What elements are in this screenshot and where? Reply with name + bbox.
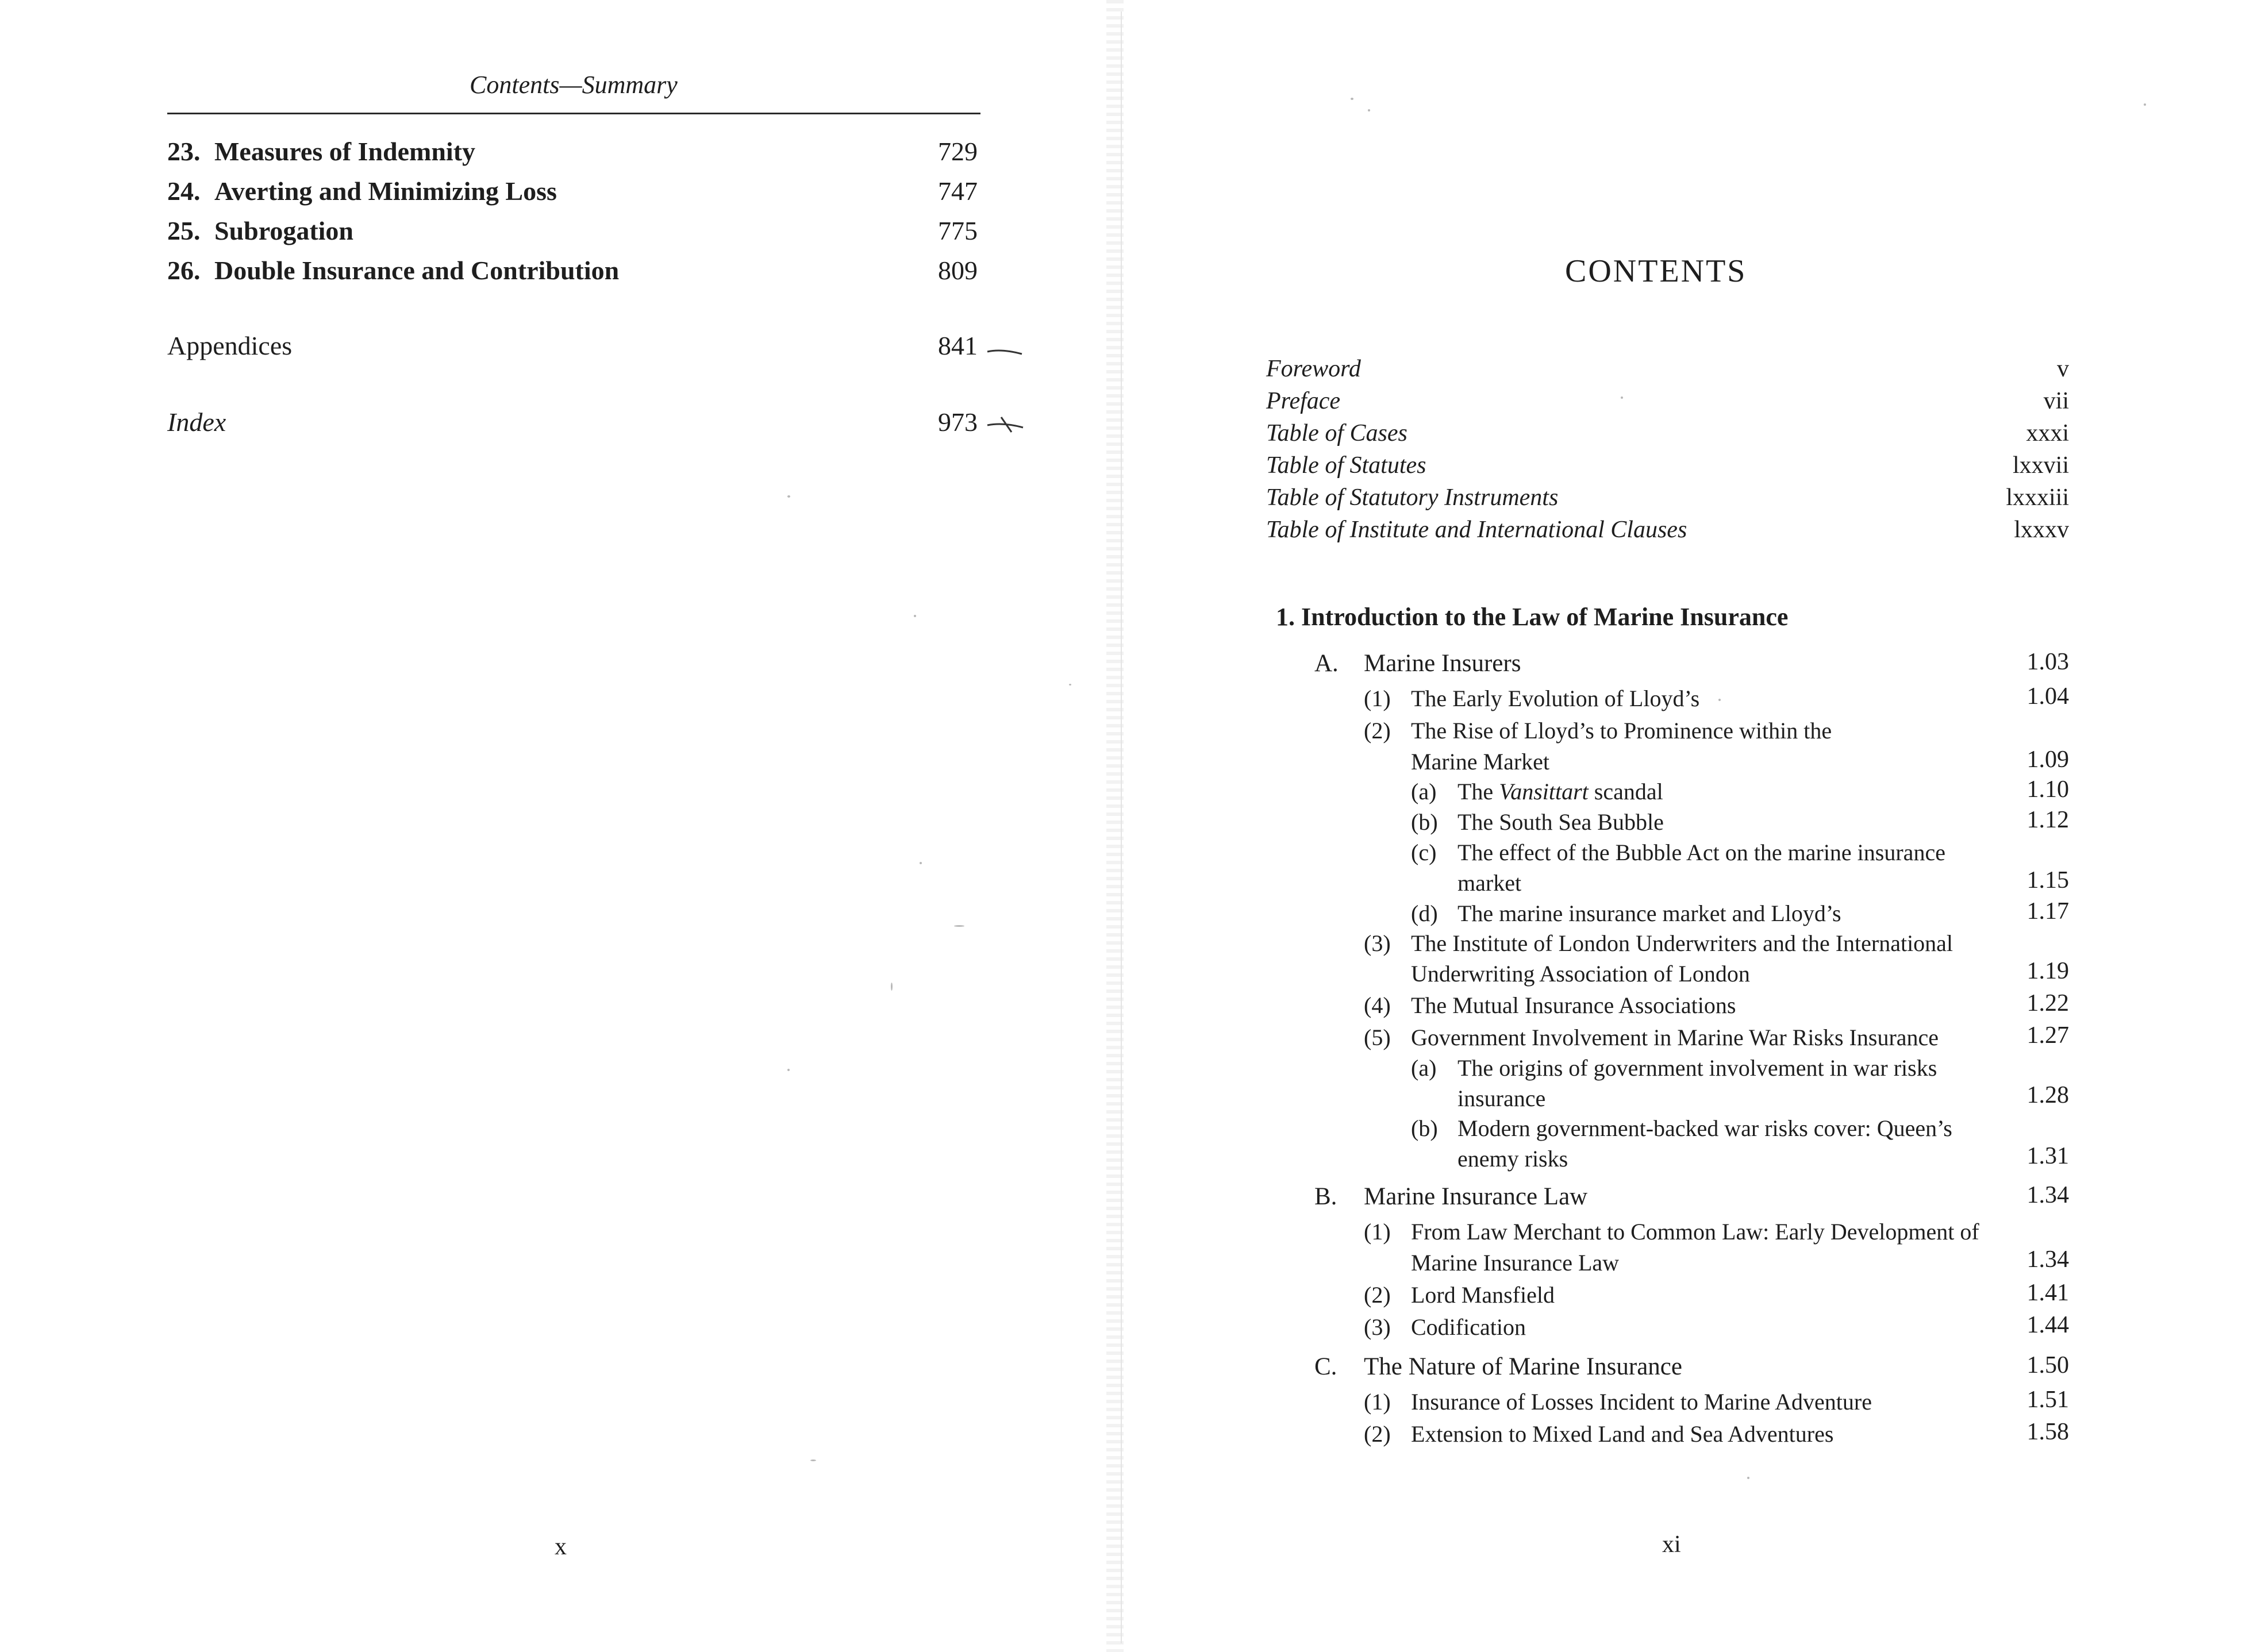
item-title-line2: insurance bbox=[1458, 1085, 1546, 1111]
entry-title: Double Insurance and Contribution bbox=[214, 256, 620, 285]
section-title: Marine Insurance Law bbox=[1364, 1183, 1588, 1210]
item-letter: (c) bbox=[1411, 840, 1437, 865]
gutter-fold bbox=[1121, 11, 1122, 1643]
item-title-pre: The bbox=[1458, 779, 1499, 804]
para-ref: 1.27 bbox=[2026, 1022, 2069, 1049]
subsection-number: (2) bbox=[1364, 1421, 1391, 1447]
entry-title: Averting and Minimizing Loss bbox=[214, 176, 557, 206]
prelim-label: Table of Institute and International Clauses bbox=[1266, 517, 1687, 543]
scan-speck bbox=[891, 983, 893, 991]
subsection-title: Government Involvement in Marine War Risks Insurance bbox=[1411, 1025, 1939, 1050]
item-title-line1: Modern government-backed war risks cover: Queen’s bbox=[1458, 1115, 1952, 1141]
para-ref: 1.51 bbox=[2026, 1387, 2069, 1413]
subsection-number: (2) bbox=[1364, 718, 1391, 744]
para-ref: 1.34 bbox=[2026, 1182, 2069, 1208]
subsection-number: (4) bbox=[1364, 992, 1391, 1018]
item-letter: (b) bbox=[1411, 809, 1438, 835]
entry-number: 25. bbox=[167, 216, 201, 245]
prelim-entry bbox=[1266, 387, 2069, 419]
para-ref: 1.17 bbox=[2026, 898, 2069, 925]
running-head-rule bbox=[167, 113, 980, 114]
index-entry bbox=[167, 407, 978, 441]
para-ref: 1.44 bbox=[2026, 1312, 2069, 1338]
para-ref: 1.04 bbox=[2026, 683, 2069, 710]
scan-speck bbox=[1621, 396, 1623, 399]
summary-entry bbox=[167, 136, 978, 171]
prelim-entry bbox=[1266, 484, 2069, 516]
entry-page: 729 bbox=[938, 137, 978, 166]
prelim-page: xxxi bbox=[2026, 420, 2069, 446]
entry-title: Subrogation bbox=[214, 216, 354, 245]
scan-speck bbox=[2144, 103, 2146, 106]
page-folio-left: x bbox=[555, 1534, 567, 1560]
subsection-title: Lord Mansfield bbox=[1411, 1282, 1555, 1308]
entry-page: 775 bbox=[938, 216, 978, 245]
para-ref: 1.31 bbox=[2026, 1143, 2069, 1169]
scan-speck bbox=[1069, 684, 1071, 686]
section-title: The Nature of Marine Insurance bbox=[1364, 1353, 1682, 1380]
prelim-label: Table of Statutory Instruments bbox=[1266, 484, 1559, 511]
item-title-line2: enemy risks bbox=[1458, 1146, 1568, 1172]
appendices-page: 841 bbox=[938, 331, 978, 360]
subsection-title: The Early Evolution of Lloyd’s bbox=[1411, 686, 1700, 711]
pencil-tick-marks bbox=[986, 344, 1026, 436]
prelim-entry bbox=[1266, 516, 2069, 548]
subsection-number: (3) bbox=[1364, 930, 1391, 956]
item-title: The marine insurance market and Lloyd’s bbox=[1458, 900, 1841, 926]
entry-number: 26. bbox=[167, 256, 201, 285]
page-title: CONTENTS bbox=[1565, 253, 1747, 289]
prelim-entry bbox=[1266, 355, 2069, 387]
prelim-label: Preface bbox=[1266, 388, 1341, 414]
subsection-title-line1: The Rise of Lloyd’s to Prominence within the bbox=[1411, 718, 1832, 744]
page-folio-right: xi bbox=[1662, 1531, 1681, 1558]
subsection-title-line2: Marine Market bbox=[1411, 749, 1550, 775]
scan-speck bbox=[1368, 109, 1370, 111]
section-letter: A. bbox=[1314, 650, 1339, 677]
prelim-page: vii bbox=[2043, 388, 2069, 414]
section-title: Marine Insurers bbox=[1364, 650, 1521, 677]
para-ref: 1.09 bbox=[2026, 746, 2069, 773]
para-ref: 1.03 bbox=[2026, 649, 2069, 675]
prelim-page: lxxxiii bbox=[2006, 484, 2069, 511]
scan-speck bbox=[1718, 699, 1721, 701]
item-letter: (b) bbox=[1411, 1115, 1438, 1141]
scan-speck bbox=[810, 1460, 816, 1461]
section-letter: B. bbox=[1314, 1183, 1337, 1210]
entry-page: 809 bbox=[938, 256, 978, 285]
prelim-page: v bbox=[2057, 356, 2069, 382]
item-letter: (d) bbox=[1411, 900, 1438, 926]
summary-entry bbox=[167, 215, 978, 250]
subsection-title: The Mutual Insurance Associations bbox=[1411, 992, 1736, 1018]
appendices-entry bbox=[167, 330, 978, 365]
item-title-rest: scandal bbox=[1588, 779, 1663, 804]
para-ref: 1.34 bbox=[2026, 1246, 2069, 1273]
subsection-title-line2: Underwriting Association of London bbox=[1411, 961, 1750, 987]
subsection-title: Codification bbox=[1411, 1314, 1526, 1340]
para-ref: 1.10 bbox=[2026, 776, 2069, 803]
subsection-number: (1) bbox=[1364, 1219, 1391, 1245]
item-letter: (a) bbox=[1411, 1055, 1437, 1081]
section-letter: C. bbox=[1314, 1353, 1337, 1380]
para-ref: 1.28 bbox=[2026, 1082, 2069, 1108]
scan-speck bbox=[954, 925, 964, 927]
scan-speck bbox=[1747, 1477, 1749, 1479]
item-title: The South Sea Bubble bbox=[1458, 809, 1664, 835]
scan-speck bbox=[1351, 98, 1353, 100]
prelim-entry bbox=[1266, 419, 2069, 452]
scan-speck bbox=[787, 495, 790, 498]
subsection-number: (3) bbox=[1364, 1314, 1391, 1340]
prelim-entry bbox=[1266, 452, 2069, 484]
item-title-italic: Vansittart bbox=[1499, 779, 1589, 804]
subsection-title-line1: From Law Merchant to Common Law: Early Development of bbox=[1411, 1219, 1979, 1245]
subsection-title-line2: Marine Insurance Law bbox=[1411, 1250, 1620, 1276]
subsection-number: (5) bbox=[1364, 1025, 1391, 1050]
subsection-title: Insurance of Losses Incident to Marine Adventure bbox=[1411, 1389, 1872, 1415]
item-title bbox=[1458, 778, 1663, 805]
entry-page: 747 bbox=[938, 176, 978, 206]
subsection-number: (1) bbox=[1364, 1389, 1391, 1415]
scan-speck bbox=[787, 1069, 790, 1071]
para-ref: 1.41 bbox=[2026, 1280, 2069, 1306]
para-ref: 1.22 bbox=[2026, 990, 2069, 1016]
entry-title: Measures of Indemnity bbox=[214, 137, 476, 166]
running-head: Contents—Summary bbox=[470, 71, 678, 99]
appendices-title: Appendices bbox=[167, 331, 293, 360]
para-ref: 1.15 bbox=[2026, 867, 2069, 894]
item-title-line2: market bbox=[1458, 870, 1522, 896]
prelim-label: Table of Cases bbox=[1266, 420, 1408, 446]
scan-speck bbox=[920, 862, 922, 864]
entry-number: 24. bbox=[167, 176, 201, 206]
subsection-number: (1) bbox=[1364, 686, 1391, 711]
entry-number: 23. bbox=[167, 137, 201, 166]
index-page: 973 bbox=[938, 407, 978, 437]
summary-entry bbox=[167, 255, 978, 290]
prelim-page: lxxvii bbox=[2012, 452, 2069, 479]
prelim-label: Table of Statutes bbox=[1266, 452, 1426, 479]
item-letter: (a) bbox=[1411, 779, 1437, 804]
item-title-line1: The origins of government involvement in war risks bbox=[1458, 1055, 1937, 1081]
summary-entry bbox=[167, 176, 978, 210]
prelim-page: lxxxv bbox=[2014, 517, 2069, 543]
subsection-title: Extension to Mixed Land and Sea Adventures bbox=[1411, 1421, 1834, 1447]
item-title-line1: The effect of the Bubble Act on the marine insurance bbox=[1458, 840, 1945, 865]
prelim-label: Foreword bbox=[1266, 356, 1361, 382]
subsection-title-line1: The Institute of London Underwriters and the International bbox=[1411, 930, 1953, 956]
para-ref: 1.19 bbox=[2026, 958, 2069, 984]
subsection-number: (2) bbox=[1364, 1282, 1391, 1308]
scan-speck bbox=[914, 615, 916, 617]
para-ref: 1.50 bbox=[2026, 1352, 2069, 1378]
index-title: Index bbox=[167, 407, 226, 437]
para-ref: 1.12 bbox=[2026, 807, 2069, 833]
para-ref: 1.58 bbox=[2026, 1419, 2069, 1445]
chapter-heading: 1. Introduction to the Law of Marine Insurance bbox=[1276, 603, 1789, 631]
